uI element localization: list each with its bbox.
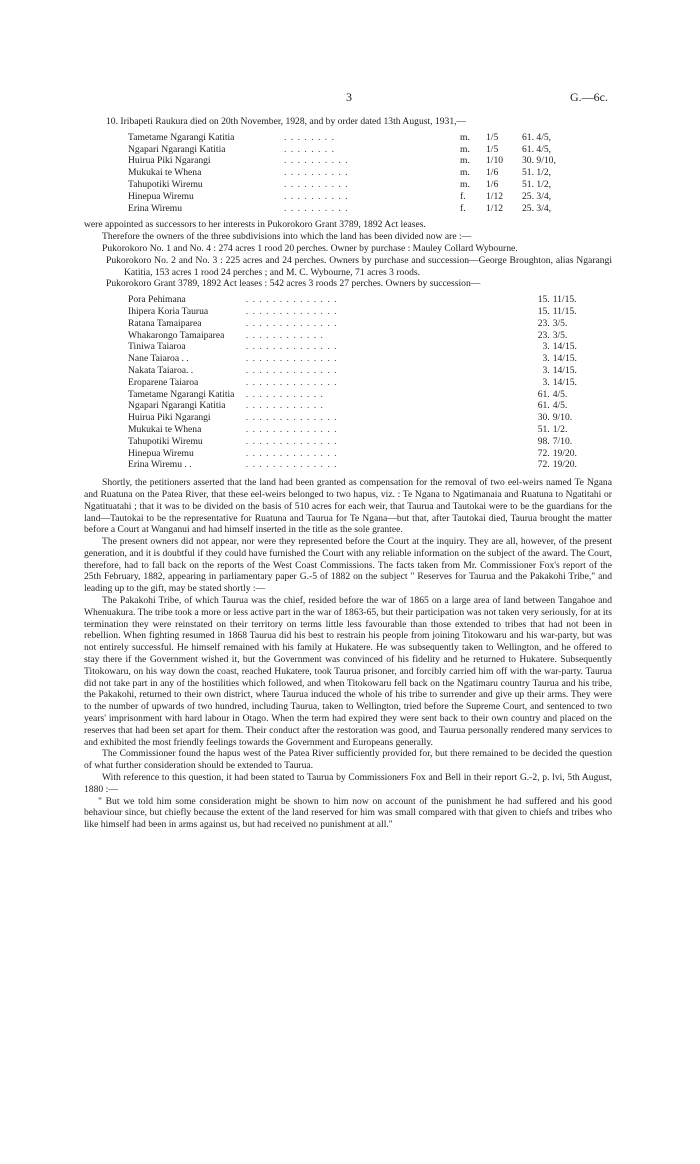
pukorokoro-1-4: Pukorokoro No. 1 and No. 4 : 274 acres 1 rood 20 perches. Owner by purchase : Mauley Collard Wybourne. bbox=[102, 242, 518, 254]
table-row bbox=[128, 412, 612, 424]
owner-name: Ihipera Koria Taurua bbox=[128, 305, 209, 317]
owner-name: Ngapari Ngarangi Katitia bbox=[128, 400, 226, 412]
owners-table bbox=[128, 294, 612, 471]
body-paragraph: The present owners did not appear, nor were they represented before the Court at the inquiry. They are all, however, of the present generation, and it is doubtful if they could have furnished the Court with any reliable information on the subject of the award. The Court, therefore, had to fall back on the reports of the West Coast Commissions. The facts taken from Mr. Commissioner Fox's report of the 25th February, 1882, appearing in parliamentary paper G.-5 of 1882 on the subject " Reserves for Taurua and the Pakakohi Tribe," and leading up to the gift, may be stated shortly :— bbox=[84, 536, 612, 595]
owner-name: Eroparene Taiaroa bbox=[128, 376, 199, 388]
successor-share: 1/6 bbox=[486, 167, 499, 179]
leader-dots: . . . . . . . . . . . . . . bbox=[245, 435, 338, 447]
successor-share: 1/6 bbox=[486, 178, 499, 190]
body-paragraph: With reference to this question, it had been stated to Taurua by Commissioners Fox and Bell in their report G.-2, p. lvi, 5th August, 1880 :— bbox=[84, 772, 612, 795]
leader-dots: . . . . . . . . bbox=[284, 143, 335, 155]
block-quote: " But we told him some consideration might be shown to him now on account of the punishment he had suffered and his good behaviour since, but chiefly because the extent of the land reserved for him was small compared with that given to chiefs and tribes who like himself had been in arms against us, but had received no punishment at all." bbox=[84, 795, 612, 831]
leader-dots: . . . . . . . . . . . . bbox=[245, 329, 324, 341]
owner-acres: 98. bbox=[537, 435, 550, 447]
successor-sex: f. bbox=[460, 190, 466, 202]
owner-fraction: 14/15. bbox=[552, 341, 577, 353]
successor-name: Tametame Ngarangi Katitia bbox=[128, 131, 235, 143]
leader-dots: . . . . . . . . bbox=[284, 131, 335, 143]
leader-dots: . . . . . . . . . . . . . . bbox=[245, 447, 338, 459]
successor-acres: 51. 1/2, bbox=[522, 178, 552, 190]
successor-name: Ngapari Ngarangi Katitia bbox=[128, 143, 226, 155]
table-row bbox=[128, 459, 612, 471]
body-paragraph: The Commissioner found the hapus west of the Patea River sufficiently provided for, but there remained to be decided the question of what further consideration should be extended to Taurua. bbox=[84, 748, 612, 772]
owner-acres: 51. bbox=[537, 423, 550, 435]
owner-fraction: 4/5. bbox=[552, 400, 568, 412]
owner-fraction: 19/20. bbox=[552, 447, 577, 459]
owner-acres: 15. bbox=[537, 294, 550, 306]
leader-dots: . . . . . . . . . . . . . . bbox=[245, 423, 338, 435]
owner-fraction: 3/5. bbox=[552, 329, 568, 341]
successor-name: Erina Wiremu bbox=[128, 202, 183, 214]
pukorokoro-grant-heading: Pukorokoro Grant 3789, 1892 Act leases : 542 acres 3 roods 27 perches. Owners by succession— bbox=[106, 278, 481, 290]
owner-name: Huirua Piki Ngarangi bbox=[128, 412, 211, 424]
table-row bbox=[128, 167, 582, 179]
table-row bbox=[128, 203, 582, 215]
table-row bbox=[128, 448, 612, 460]
body-paragraph: Shortly, the petitioners asserted that the land had been granted as compensation for the removal of two eel-weirs named Te Ngana and Ruatuna on the Patea River, that these eel-weirs belonged to two hapus, viz. : Te Ngana to Ngatimanaia and Ruatuna to Ngatitahi or Ngatituatahi ; that it was to be divided on the basis of 510 acres for each weir, that Taurua and Tautokai were to be the guardians for the land—Tautokai to be the representative for Ruatuna and Taurua for Te Ngana—but that, after Tautokai died, Taurua brought the matter before a Court at Wanganui and had himself inserted in the title as the sole grantee. bbox=[84, 477, 612, 536]
table-row bbox=[128, 294, 612, 306]
owner-fraction: 19/20. bbox=[552, 459, 577, 471]
successor-acres: 51. 1/2, bbox=[522, 167, 552, 179]
successor-sex: m. bbox=[460, 178, 470, 190]
successor-share: 1/5 bbox=[486, 131, 499, 143]
successor-share: 1/10 bbox=[486, 155, 504, 167]
leader-dots: . . . . . . . . . . . . . . bbox=[245, 364, 338, 376]
successor-acres: 61. 4/5, bbox=[522, 131, 552, 143]
successor-sex: m. bbox=[460, 155, 470, 167]
leader-dots: . . . . . . . . . . bbox=[284, 178, 349, 190]
pukorokoro-2-3: Pukorokoro No. 2 and No. 3 : 225 acres and 24 perches. Owners by purchase and succession—George Broughton, alias Ngarangi Katitia, 153 acres 1 rood 24 perches ; and M. C. Wybourne, 71 acres 3 roods. bbox=[106, 254, 612, 278]
owner-acres: 23. bbox=[537, 317, 550, 329]
leader-dots: . . . . . . . . . . . . . . bbox=[245, 376, 338, 388]
owner-acres: 72. bbox=[537, 459, 550, 471]
owner-fraction: 4/5. bbox=[552, 388, 568, 400]
owner-acres: 61. bbox=[537, 388, 550, 400]
successor-name: Mukukai te Whena bbox=[128, 167, 202, 179]
owner-acres: 23. bbox=[537, 329, 550, 341]
successor-share: 1/12 bbox=[486, 190, 504, 202]
table-row bbox=[128, 341, 612, 353]
leader-dots: . . . . . . . . . . . . . . bbox=[245, 459, 338, 471]
table-row bbox=[128, 436, 612, 448]
leader-dots: . . . . . . . . . . . . bbox=[245, 388, 324, 400]
table-row bbox=[128, 330, 612, 342]
owner-fraction: 7/10. bbox=[552, 435, 573, 447]
successor-share: 1/5 bbox=[486, 143, 499, 155]
successor-name: Tahupotiki Wiremu bbox=[128, 178, 203, 190]
owner-acres: 3. bbox=[542, 353, 550, 365]
owner-name: Whakarongo Tamaiparea bbox=[128, 329, 225, 341]
owner-name: Tametame Ngarangi Katitia bbox=[128, 388, 235, 400]
leader-dots: . . . . . . . . . . . . . . bbox=[245, 305, 338, 317]
table-row bbox=[128, 377, 612, 389]
leader-dots: . . . . . . . . . . bbox=[284, 155, 349, 167]
owner-fraction: 14/15. bbox=[552, 353, 577, 365]
owner-acres: 3. bbox=[542, 341, 550, 353]
owner-fraction: 3/5. bbox=[552, 317, 568, 329]
owner-name: Mukukai te Whena bbox=[128, 423, 202, 435]
successor-sex: m. bbox=[460, 131, 470, 143]
successors-table bbox=[128, 132, 582, 215]
page-reference: G.—6c. bbox=[570, 90, 608, 104]
owner-name: Tahupotiki Wiremu bbox=[128, 435, 203, 447]
table-row bbox=[128, 132, 582, 144]
successor-acres: 25. 3/4, bbox=[522, 190, 552, 202]
leader-dots: . . . . . . . . . . . . . . bbox=[245, 294, 338, 306]
body-paragraph: The Pakakohi Tribe, of which Taurua was the chief, resided before the war of 1865 on a large area of land between Tangahoe and Whenuakura. The tribe took a more or less active part in the war of 1863-65, but their participation was not taken very seriously, for at its termination they were reinstated on their territory on terms little less favourable than those extended to tribes that had not been in rebellion. When fighting resumed in 1868 Taurua did his best to restrain his people from joining Titokowaru and his war-party, but was not entirely successful. He himself remained with his family at Hukatere. He was subsequently taken to Wellington, and he offered to stay there if the Government wished it, but the Government was convinced of his fidelity and he returned to Hukatere. Subsequently Titokowaru, on his way down the coast, reached Hukatere, took Taurua prisoner, and forcibly carried him off with the war-party. Taurua did not take part in any of the hostilities which followed, and when Titokowaru fell back on the Ngatimaru country Taurua and his tribe, the Pakakohi, returned to their own district, where Taurua induced the whole of his tribe to surrender and give up their arms. They were to the number of upwards of two hundred, including Taurua, taken to Wellington, tried before the Supreme Court, and sentenced to two years' imprisonment with hard labour in Otago. When the term had expired they were sent back to their own country and placed on the reserves that had been set apart for them. Their conduct after the restoration was good, and Taurua personally rendered many services to and exhibited the most friendly feelings towards the Government and Europeans generally. bbox=[84, 595, 612, 748]
owner-fraction: 9/10. bbox=[552, 412, 573, 424]
successor-name: Hinepua Wiremu bbox=[128, 190, 194, 202]
table-row bbox=[128, 306, 612, 318]
table-row bbox=[128, 365, 612, 377]
table-row bbox=[128, 191, 582, 203]
table-row bbox=[128, 144, 582, 156]
owner-fraction: 1/2. bbox=[552, 423, 568, 435]
leader-dots: . . . . . . . . . . . . . . bbox=[245, 341, 338, 353]
table-row bbox=[128, 318, 612, 330]
page-number: 3 bbox=[346, 90, 352, 104]
owner-name: Erina Wiremu . . bbox=[128, 459, 192, 471]
owner-acres: 3. bbox=[542, 376, 550, 388]
owner-name: Hinepua Wiremu bbox=[128, 447, 194, 459]
owner-name: Nane Taiaroa . . bbox=[128, 353, 189, 365]
table-row bbox=[128, 424, 612, 436]
owner-fraction: 14/15. bbox=[552, 376, 577, 388]
owner-name: Nakata Taiaroa. . bbox=[128, 364, 194, 376]
table-row bbox=[128, 179, 582, 191]
owner-fraction: 11/15. bbox=[552, 294, 577, 306]
owner-fraction: 11/15. bbox=[552, 305, 577, 317]
paragraph-10: 10. Iribapeti Raukura died on 20th November, 1928, and by order dated 13th August, 1931,— bbox=[106, 116, 467, 127]
leader-dots: . . . . . . . . . . bbox=[284, 167, 349, 179]
owner-acres: 3. bbox=[542, 364, 550, 376]
leader-dots: . . . . . . . . . . . . . . bbox=[245, 412, 338, 424]
therefore-paragraph: Therefore the owners of the three subdivisions into which the land has been divided now are :— bbox=[102, 231, 472, 243]
owner-acres: 15. bbox=[537, 305, 550, 317]
successor-name: Huirua Piki Ngarangi bbox=[128, 155, 211, 167]
owner-fraction: 14/15. bbox=[552, 364, 577, 376]
owner-name: Pora Pehimana bbox=[128, 294, 186, 306]
owner-acres: 61. bbox=[537, 400, 550, 412]
table-row bbox=[128, 400, 612, 412]
successor-sex: m. bbox=[460, 167, 470, 179]
successor-acres: 30. 9/10, bbox=[522, 155, 556, 167]
table-row bbox=[128, 155, 582, 167]
successor-sex: m. bbox=[460, 143, 470, 155]
leader-dots: . . . . . . . . . . . . . . bbox=[245, 353, 338, 365]
successor-sex: f. bbox=[460, 202, 466, 214]
leader-dots: . . . . . . . . . . . . . . bbox=[245, 317, 338, 329]
table-row bbox=[128, 353, 612, 365]
leader-dots: . . . . . . . . . . bbox=[284, 190, 349, 202]
owner-name: Tiniwa Taiaroa bbox=[128, 341, 186, 353]
successors-note: were appointed as successors to her interests in Pukorokoro Grant 3789, 1892 Act leases. bbox=[84, 219, 426, 231]
successor-acres: 61. 4/5, bbox=[522, 143, 552, 155]
owner-name: Ratana Tamaiparea bbox=[128, 317, 202, 329]
leader-dots: . . . . . . . . . . bbox=[284, 202, 349, 214]
table-row bbox=[128, 389, 612, 401]
leader-dots: . . . . . . . . . . . . bbox=[245, 400, 324, 412]
owner-acres: 30. bbox=[537, 412, 550, 424]
owner-acres: 72. bbox=[537, 447, 550, 459]
document-body bbox=[84, 116, 612, 831]
successor-share: 1/12 bbox=[486, 202, 504, 214]
successor-acres: 25. 3/4, bbox=[522, 202, 552, 214]
